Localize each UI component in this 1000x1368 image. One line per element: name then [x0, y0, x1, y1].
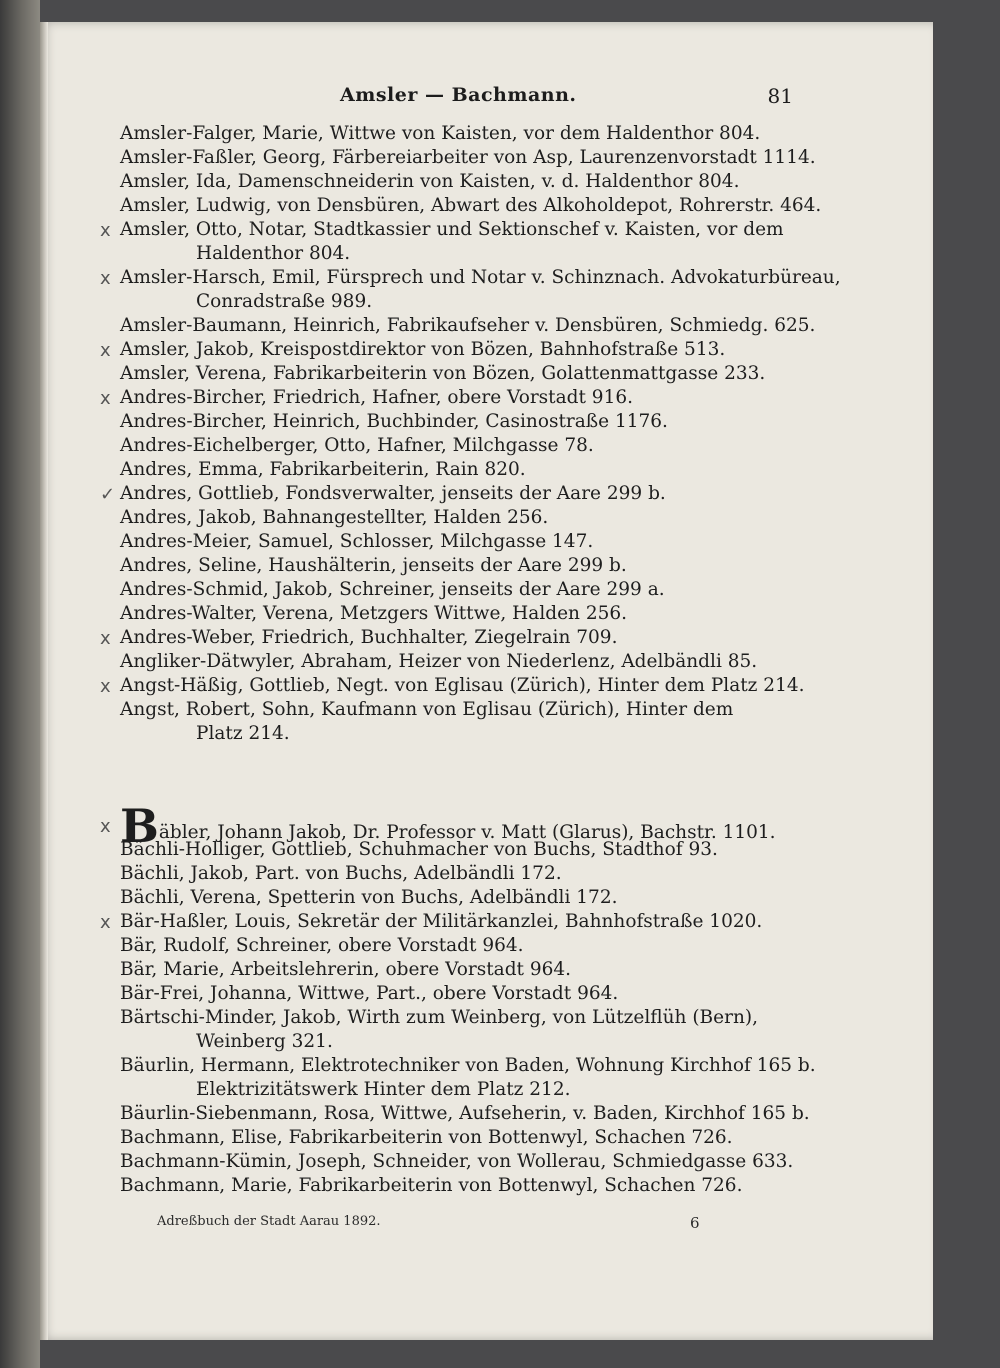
- pencil-mark: x: [100, 912, 111, 933]
- decorative-initial: B: [120, 799, 159, 853]
- directory-entry: [120, 386, 800, 410]
- entry-continuation-line: Conradstraße 989.: [196, 291, 373, 312]
- pencil-mark: x: [100, 268, 111, 289]
- entry-line: Andres-Eichelberger, Otto, Hafner, Milchgasse 78.: [120, 435, 594, 456]
- directory-entry: [120, 146, 816, 170]
- directory-entry: [120, 218, 800, 266]
- directory-entry: [120, 530, 800, 554]
- imprint-line: Adreßbuch der Stadt Aarau 1892.: [157, 1214, 381, 1229]
- directory-entry: [120, 1174, 800, 1198]
- directory-entry: [120, 886, 800, 910]
- directory-entry: [120, 458, 800, 482]
- entry-line: Andres-Walter, Verena, Metzgers Wittwe, Halden 256.: [120, 603, 628, 624]
- directory-entry: [120, 410, 800, 434]
- entry-line: Bächli, Jakob, Part. von Buchs, Adelbändli 172.: [120, 863, 562, 884]
- directory-entry: [120, 674, 805, 698]
- directory-entry: [120, 338, 800, 362]
- entry-text: äbler, Johann Jakob, Dr. Professor v. Matt (Glarus), Bachstr. 1101.: [158, 822, 776, 843]
- pencil-mark: x: [100, 340, 111, 361]
- book-page: [40, 22, 933, 1340]
- sheet-number: 6: [690, 1214, 700, 1232]
- running-header: [40, 84, 933, 124]
- pencil-mark: x: [100, 388, 111, 409]
- adjacent-page-edge: [0, 0, 40, 1368]
- directory-entry: [120, 1054, 816, 1102]
- directory-entry: [120, 602, 800, 626]
- directory-entry: [120, 266, 841, 314]
- directory-entry: [120, 554, 800, 578]
- directory-entry: [120, 1126, 800, 1150]
- entry-line: Amsler, Jakob, Kreispostdirektor von Bözen, Bahnhofstraße 513.: [120, 339, 726, 360]
- entry-line: Amsler, Verena, Fabrikarbeiterin von Bözen, Golattenmattgasse 233.: [120, 363, 766, 384]
- directory-entry: [120, 910, 800, 934]
- directory-entry: [120, 434, 800, 458]
- directory-entry: [120, 650, 800, 674]
- directory-entry: [120, 1150, 800, 1174]
- directory-entry: [120, 862, 800, 886]
- pencil-mark: x: [100, 676, 111, 697]
- pencil-mark: x: [100, 816, 111, 837]
- entry-line: Andres-Bircher, Heinrich, Buchbinder, Casinostraße 1176.: [120, 411, 668, 432]
- directory-entry: [120, 482, 800, 506]
- page-binding-shadow: [40, 22, 48, 1340]
- directory-entry: [120, 838, 800, 862]
- directory-entry: [120, 170, 800, 194]
- entry-continuation-line: Platz 214.: [196, 723, 290, 744]
- entry-line: Bärtschi-Minder, Jakob, Wirth zum Weinberg, von Lützelflüh (Bern),: [120, 1007, 758, 1028]
- directory-entry: [120, 1006, 800, 1054]
- directory-entry: [120, 506, 800, 530]
- page-number: 81: [767, 84, 793, 108]
- entry-line: Bär, Rudolf, Schreiner, obere Vorstadt 964.: [120, 935, 524, 956]
- entry-continuation-line: Weinberg 321.: [196, 1031, 333, 1052]
- directory-entry: [120, 314, 816, 338]
- entry-line: Bächli-Holliger, Gottlieb, Schuhmacher von Buchs, Stadthof 93.: [120, 839, 718, 860]
- entry-line: Amsler-Falger, Marie, Wittwe von Kaisten, vor dem Haldenthor 804.: [120, 123, 761, 144]
- entry-line: Andres, Jakob, Bahnangestellter, Halden 256.: [120, 507, 549, 528]
- pencil-mark: x: [100, 220, 111, 241]
- entry-line: Andres-Meier, Samuel, Schlosser, Milchgasse 147.: [120, 531, 594, 552]
- entry-line: Amsler-Faßler, Georg, Färbereiarbeiter von Asp, Laurenzenvorstadt 1114.: [120, 147, 816, 168]
- directory-entry: [120, 122, 800, 146]
- entry-line: Bäurlin, Hermann, Elektrotechniker von Baden, Wohnung Kirchhof 165 b.: [120, 1055, 816, 1076]
- entry-line: Angst, Robert, Sohn, Kaufmann von Eglisau (Zürich), Hinter dem: [120, 699, 734, 720]
- directory-entry: [120, 1102, 810, 1126]
- entry-line: Andres, Gottlieb, Fondsverwalter, jenseits der Aare 299 b.: [120, 483, 666, 504]
- running-title: Amsler — Bachmann.: [340, 84, 577, 106]
- entry-line: Bäurlin-Siebenmann, Rosa, Wittwe, Aufseherin, v. Baden, Kirchhof 165 b.: [120, 1103, 810, 1124]
- directory-entry: [120, 958, 800, 982]
- entry-line: Amsler, Ludwig, von Densbüren, Abwart des Alkoholdepot, Rohrerstr. 464.: [120, 195, 822, 216]
- entry-line: Amsler, Ida, Damenschneiderin von Kaisten, v. d. Haldenthor 804.: [120, 171, 740, 192]
- directory-entry: [120, 934, 800, 958]
- entry-line: Andres-Weber, Friedrich, Buchhalter, Ziegelrain 709.: [120, 627, 618, 648]
- entry-line: Angliker-Dätwyler, Abraham, Heizer von Niederlenz, Adelbändli 85.: [120, 651, 758, 672]
- directory-entry: [120, 982, 800, 1006]
- entry-line: Bär-Frei, Johanna, Wittwe, Part., obere Vorstadt 964.: [120, 983, 619, 1004]
- pencil-mark: ✓: [100, 484, 116, 505]
- entry-line: Amsler, Otto, Notar, Stadtkassier und Sektionschef v. Kaisten, vor dem: [120, 219, 784, 240]
- entry-line: Bär, Marie, Arbeitslehrerin, obere Vorstadt 964.: [120, 959, 572, 980]
- entry-continuation-line: Haldenthor 804.: [196, 243, 351, 264]
- entry-line: Andres, Seline, Haushälterin, jenseits der Aare 299 b.: [120, 555, 627, 576]
- directory-entry: [120, 698, 800, 746]
- directory-entry: [120, 578, 800, 602]
- entry-line: Andres-Bircher, Friedrich, Hafner, obere Vorstadt 916.: [120, 387, 633, 408]
- entry-line: Amsler-Baumann, Heinrich, Fabrikaufseher v. Densbüren, Schmiedg. 625.: [120, 315, 816, 336]
- entry-line: Bachmann, Elise, Fabrikarbeiterin von Bottenwyl, Schachen 726.: [120, 1127, 733, 1148]
- page-footer: [40, 1214, 933, 1238]
- entry-line: Andres, Emma, Fabrikarbeiterin, Rain 820.: [120, 459, 526, 480]
- pencil-mark: x: [100, 628, 111, 649]
- entry-continuation-line: Elektrizitätswerk Hinter dem Platz 212.: [196, 1079, 571, 1100]
- entry-line: Bachmann, Marie, Fabrikarbeiterin von Bottenwyl, Schachen 726.: [120, 1175, 743, 1196]
- entry-line: Amsler-Harsch, Emil, Fürsprech und Notar v. Schinznach. Advokaturbüreau,: [120, 267, 841, 288]
- entry-line: Angst-Häßig, Gottlieb, Negt. von Eglisau (Zürich), Hinter dem Platz 214.: [120, 675, 805, 696]
- entry-line: Bär-Haßler, Louis, Sekretär der Militärkanzlei, Bahnhofstraße 1020.: [120, 911, 763, 932]
- directory-entry: [120, 194, 822, 218]
- entry-line: Bächli, Verena, Spetterin von Buchs, Adelbändli 172.: [120, 887, 618, 908]
- entry-line: Bachmann-Kümin, Joseph, Schneider, von Wollerau, Schmiedgasse 633.: [120, 1151, 794, 1172]
- directory-entry: [120, 626, 800, 650]
- directory-entry: [120, 362, 800, 386]
- entry-line: Andres-Schmid, Jakob, Schreiner, jenseits der Aare 299 a.: [120, 579, 665, 600]
